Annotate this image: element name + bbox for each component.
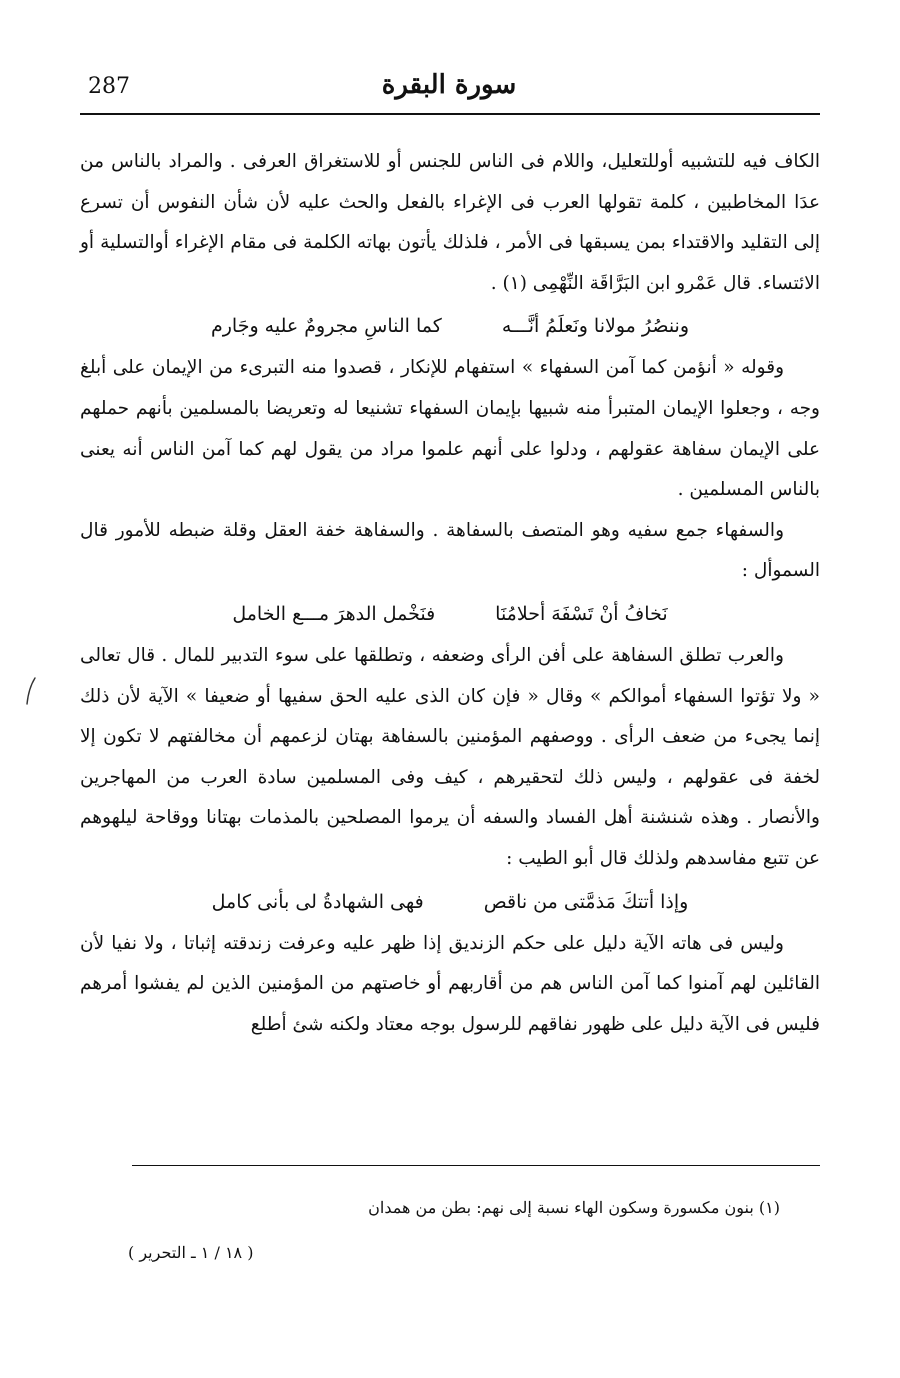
verse-first-hemistich: وننصُرُ مولانا ونَعلَمُ أنَّـــه <box>501 315 690 338</box>
paragraph: الكاف فيه للتشبيه أوللتعليل، واللام فى الناس للجنس أو للاستغراق العرفى . والمراد بالناس من عدَا المخاطبين ، كلمة تقولها العرب فى الإغراء بالفعل والحث عليه لأن شأن النفوس أن تسرع إلى التقليد والاقتداء بمن يسبقها فى الأمر ، فلذلك يأتون بهاته الكلمة فى مقام الإغراء أوالتسلية أو الائتساء. قال عَمْرو ابن البَرَّاقَة النِّهْمِى (١) . <box>80 151 820 294</box>
paragraph: والعرب تطلق السفاهة على أفن الرأى وضعفه ، وتطلقها على سوء التدبير للمال . قال تعالى « ولا تؤتوا السفهاء أموالكم » وقال « فإن كان الذى عليه الحق سفيها أو ضعيفا » الآية لأن ذلك إنما يجىء من ضعف الرأى . ووصفهم المؤمنين بالسفاهة بهتان لزعمهم أن مخالفتهم لا تكون إلا لخفة فى عقولهم ، وليس ذلك لتحقيرهم ، كيف وفى المسلمين سادة العرب من المهاجرين والأنصار . وهذه شنشنة أهل الفساد والسفه أن يرموا المصلحين بالمذمات بهتانا ووقاحة ليلهوهم عن تتبع مفاسدهم ولذلك قال أبو الطيب : <box>80 644 820 869</box>
margin-pencil-mark <box>24 676 38 706</box>
verse-line <box>80 592 820 636</box>
body-text <box>80 142 820 1045</box>
verse-second-hemistich: فنَخْمل الدهرَ مـــع الخامل <box>232 602 436 625</box>
footnote: (١) بنون مكسورة وسكون الهاء نسبة إلى نهم: بطن من همدان <box>368 1198 780 1217</box>
paragraph: وقوله « أنؤمن كما آمن السفهاء » استفهام للإنكار ، قصدوا منه التبرىء من الإيمان على أبلغ وجه ، وجعلوا الإيمان المتبرأ منه شبيها بإيمان السفهاء تشنيعا له وتعريضا بالمسلمين بأنهم حملهم على الإيمان سفاهة عقولهم ، ودلوا على أنهم علموا مراد من يقول لهم كما آمن الناس أنه يعنى بالناس المسلمين . <box>80 357 820 501</box>
underline-rule <box>132 1165 820 1166</box>
verse-line <box>80 880 820 924</box>
header-rule <box>80 113 820 115</box>
verse-second-hemistich: فهى الشهادةُ لى بأنى كامل <box>211 890 424 913</box>
verse-first-hemistich: وإذا أتتكَ مَذمَّتى من ناقص <box>483 890 689 913</box>
paragraph: وليس فى هاته الآية دليل على حكم الزنديق إذا ظهر عليه وعرفت زندقته إثباتا ، ولا نفيا لأن القائلين لهم آمنوا كما آمن الناس هم من أقاربهم أو خاصتهم من المؤمنين الذين لم يفشوا أمرهم فليس فى الآية دليل على ظهور نفاقهم للرسول بوجه معتاد ولكنه شئ أطلع <box>80 932 820 1035</box>
verse-second-hemistich: كما الناسِ مجرومٌ عليه وجَارم <box>210 315 442 338</box>
printer-signature-mark: ( ١٨ / ١ ـ التحرير ) <box>128 1243 254 1262</box>
verse-first-hemistich: نَخافُ أنْ تَسْفَهَ أحلامُنَا <box>495 602 668 625</box>
verse-line <box>80 304 820 348</box>
running-title: سورة البقرة <box>381 70 517 100</box>
paragraph: والسفهاء جمع سفيه وهو المتصف بالسفاهة . والسفاهة خفة العقل وقلة ضبطه للأمور قال السموأل : <box>80 519 820 582</box>
page-number: 287 <box>88 74 130 99</box>
page-header <box>80 68 818 112</box>
